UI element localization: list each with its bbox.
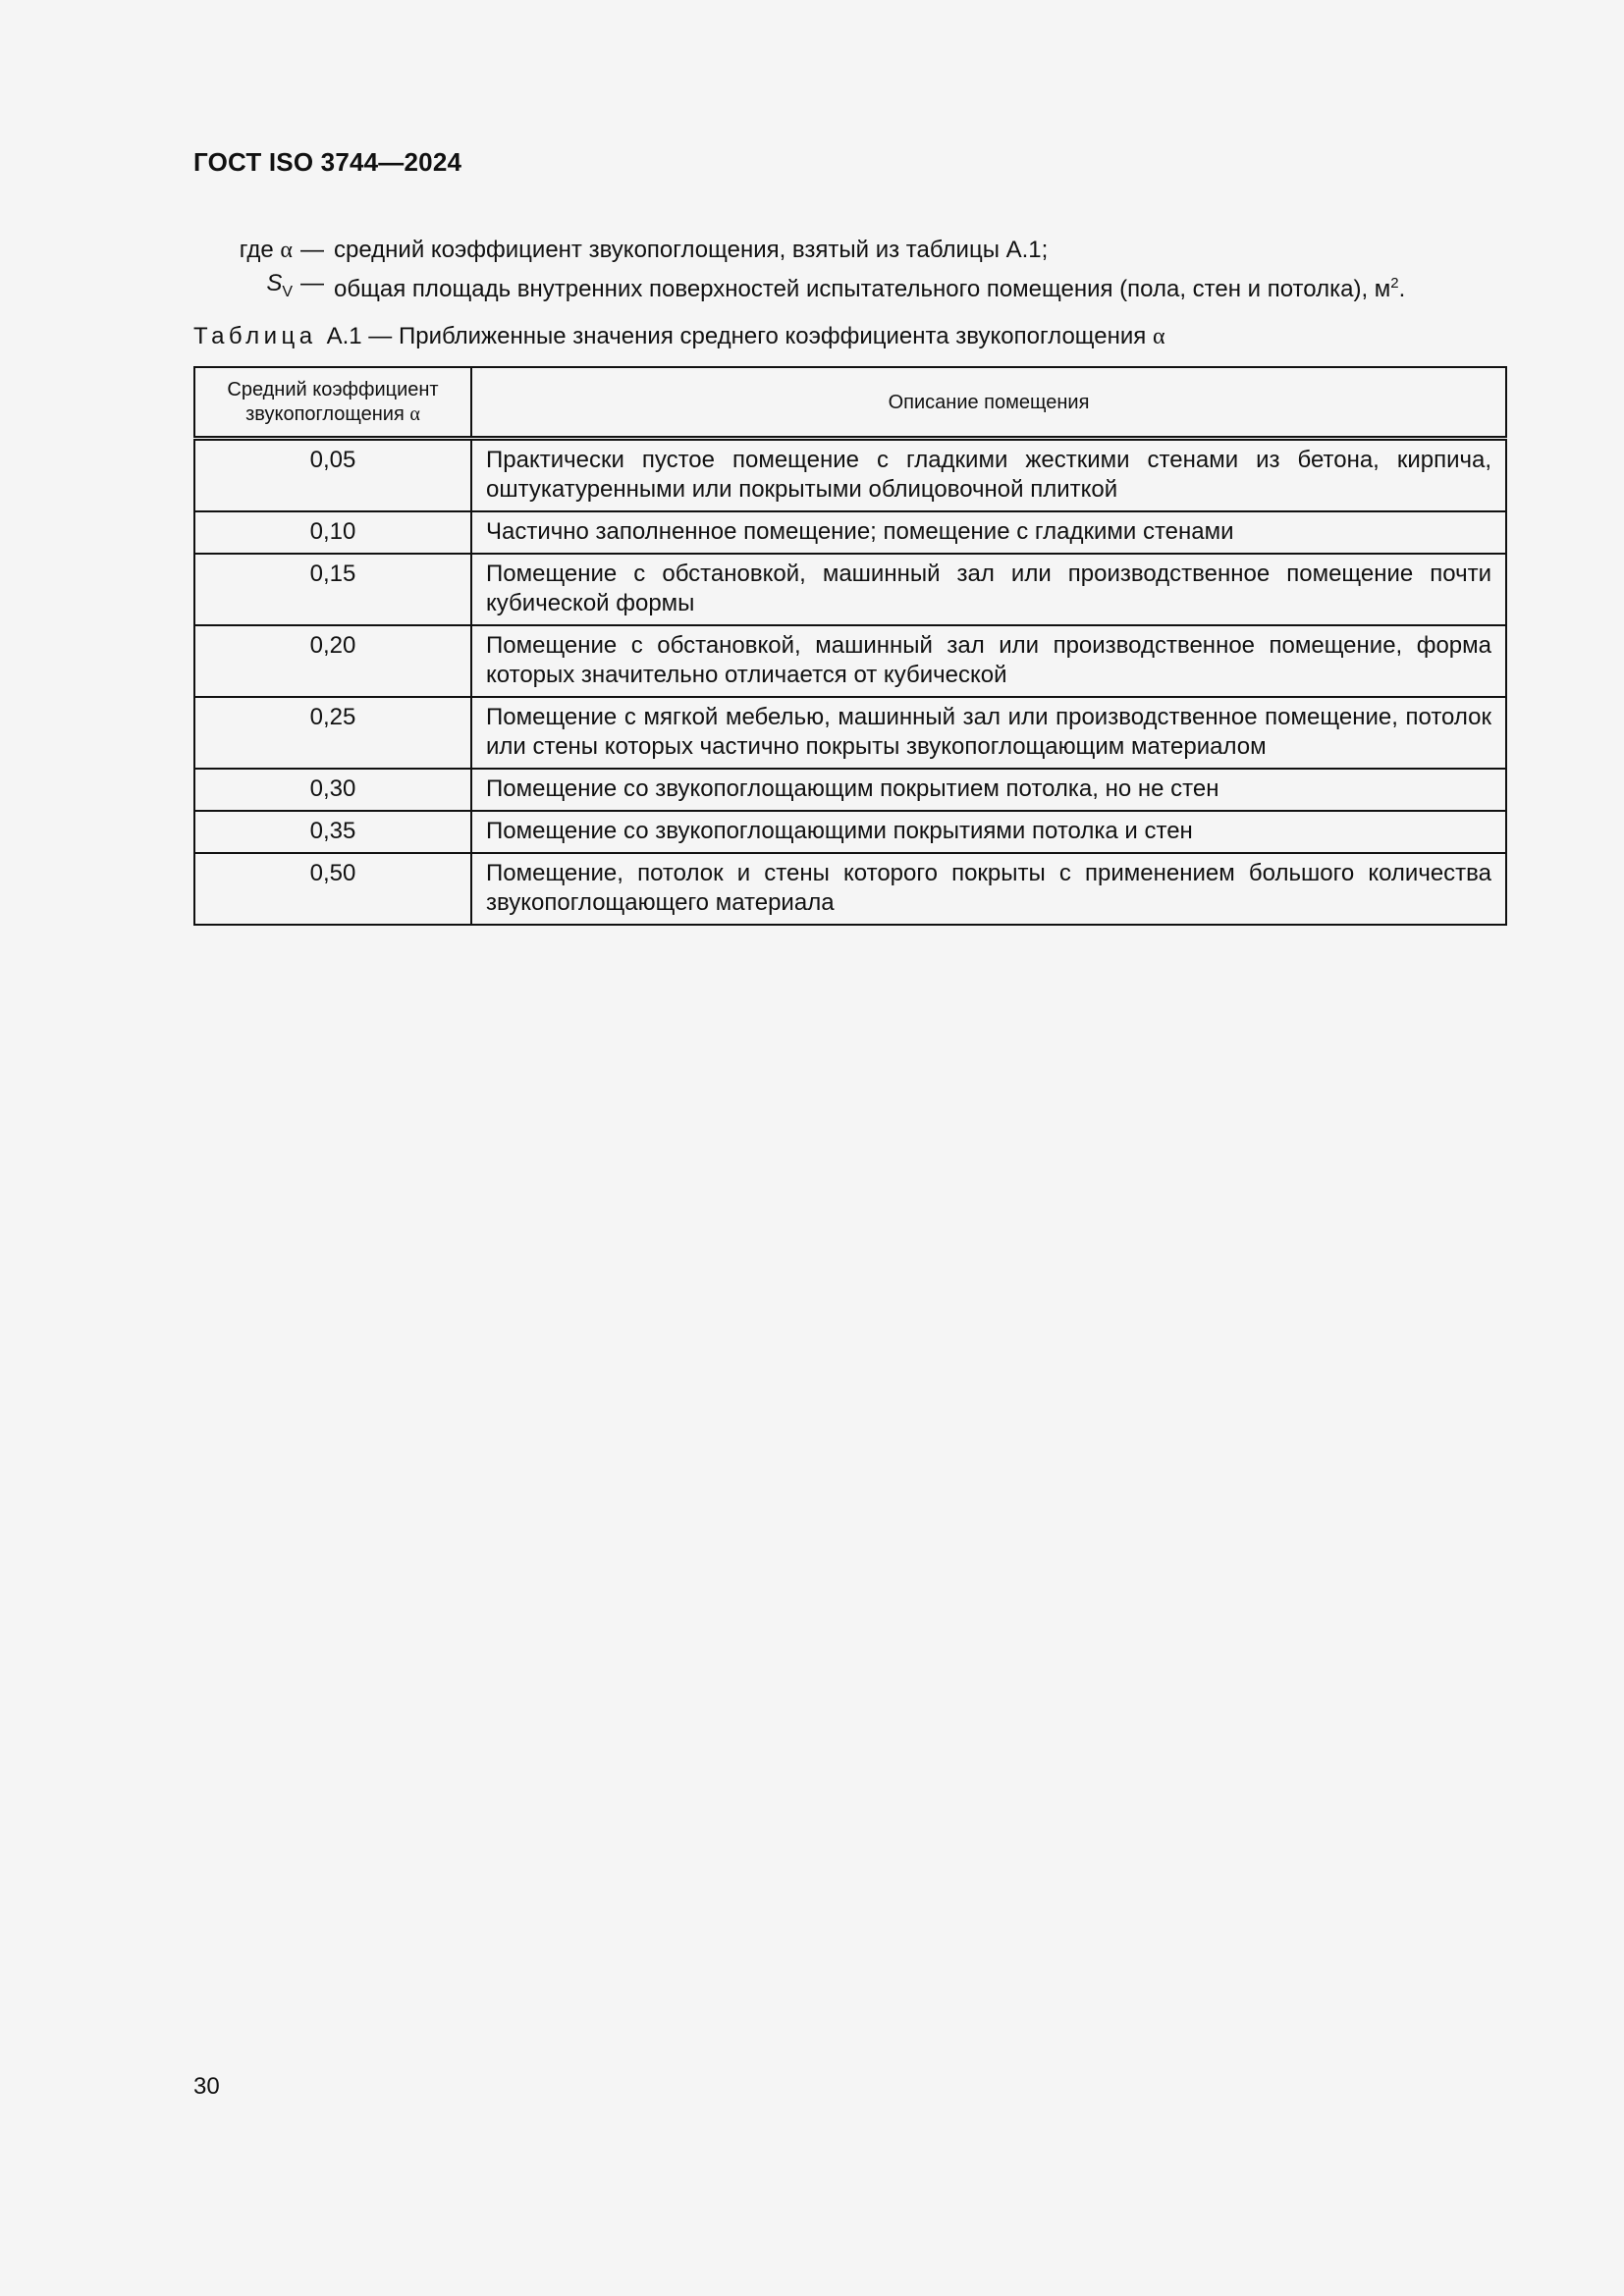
table-row — [194, 697, 1506, 769]
column-header-description: Описание помещения — [471, 367, 1506, 439]
caption-label: Таблица — [193, 323, 317, 349]
page-number: 30 — [193, 2073, 220, 2100]
coefficient-cell: 0,15 — [194, 554, 471, 625]
document-header: ГОСТ ISO 3744—2024 — [193, 147, 462, 177]
table-row — [194, 511, 1506, 554]
column-header-alpha-symbol: α — [409, 403, 420, 425]
coefficient-cell: 0,05 — [309, 447, 356, 473]
definition-alpha-lead — [193, 234, 300, 267]
table-caption — [193, 323, 1165, 350]
unit-exponent: 2 — [1390, 275, 1399, 292]
sv-subscript: V — [282, 283, 293, 300]
table-row — [194, 554, 1506, 625]
coefficient-cell: 0,25 — [194, 697, 471, 769]
table-row — [194, 439, 1506, 512]
description-cell: Частично заполненное помещение; помещение с гладкими стенами — [471, 511, 1506, 554]
column-header-coefficient — [194, 367, 471, 439]
coefficient-cell: 0,35 — [194, 811, 471, 853]
column-header-coefficient-line1: Средний коэффициент — [227, 379, 439, 400]
table-row — [194, 625, 1506, 697]
description-cell: Помещение со звукопоглощающим покрытием потолка, но не стен — [471, 769, 1506, 811]
definition-dash: — — [300, 270, 324, 296]
description-cell: Помещение со звукопоглощающими покрытиями потолка и стен — [471, 811, 1506, 853]
description-cell: Практически пустое помещение с гладкими жесткими стенами из бетона, кирпича, оштукатуренными или покрытыми облицовочной плиткой — [471, 439, 1506, 512]
definition-sv — [193, 267, 1405, 309]
caption-alpha-symbol: α — [1152, 324, 1165, 349]
definition-sv-text — [334, 267, 1405, 309]
coefficient-cell: 0,50 — [194, 853, 471, 925]
table-row — [194, 811, 1506, 853]
definition-alpha-text: средний коэффициент звукопоглощения, взятый из таблицы А.1; — [334, 237, 1049, 263]
definition-sv-lead — [193, 267, 300, 309]
where-intro: где — [239, 237, 274, 263]
sv-symbol: S — [266, 270, 283, 296]
alpha-symbol: α — [280, 238, 293, 263]
absorption-table — [193, 366, 1507, 926]
coefficient-cell: 0,30 — [194, 769, 471, 811]
description-cell: Помещение с обстановкой, машинный зал или производственное помещение, форма которых значительно отличается от кубической — [471, 625, 1506, 697]
table-row — [194, 769, 1506, 811]
description-cell: Помещение с обстановкой, машинный зал или производственное помещение почти кубической формы — [471, 554, 1506, 625]
symbol-definitions — [193, 234, 1405, 309]
description-cell: Помещение, потолок и стены которого покрыты с применением большого количества звукопоглощающего материала — [471, 853, 1506, 925]
definition-sv-end: . — [1398, 276, 1406, 302]
caption-text: А.1 — Приближенные значения среднего коэффициента звукопоглощения — [326, 323, 1147, 349]
definition-sv-body: общая площадь внутренних поверхностей испытательного помещения (пола, стен и потолка), м — [334, 276, 1391, 302]
table-row — [194, 853, 1506, 925]
coefficient-cell: 0,10 — [194, 511, 471, 554]
description-cell: Помещение с мягкой мебелью, машинный зал или производственное помещение, потолок или стены которых частично покрыты звукопоглощающим материалом — [471, 697, 1506, 769]
definition-dash: — — [300, 237, 324, 263]
coefficient-cell: 0,20 — [194, 625, 471, 697]
table-header-row — [194, 367, 1506, 439]
definition-alpha — [193, 234, 1405, 267]
column-header-coefficient-line2: звукопоглощения — [245, 403, 405, 425]
